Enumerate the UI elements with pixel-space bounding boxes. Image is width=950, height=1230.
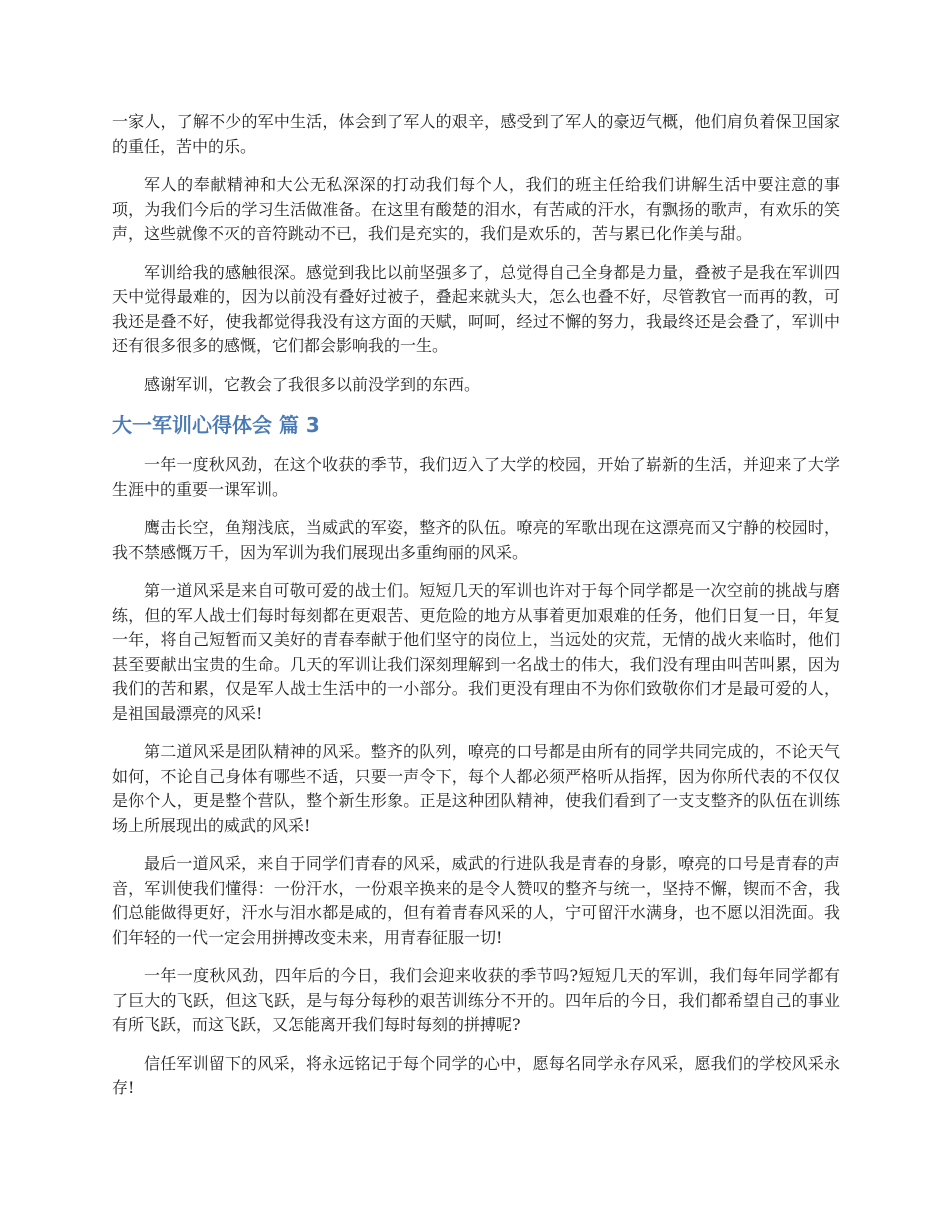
paragraph: 信任军训留下的风采，将永远铭记于每个同学的心中，愿每名同学永存风采，愿我们的学校风采永存!	[112, 1053, 840, 1097]
paragraph: 一年一度秋风劲，四年后的今日，我们会迎来收获的季节吗?短短几天的军训，我们每年同学都有了巨大的飞跃，但这飞跃，是与每分每秒的艰苦训练分不开的。四年后的今日，我们都希望自己的事业有所飞跃，而这飞跃，又怎能离开我们每时每刻的拼搏呢?	[112, 966, 840, 1034]
paragraph: 第二道风采是团队精神的风采。整齐的队列，嘹亮的口号都是由所有的同学共同完成的，不论天气如何，不论自己身体有哪些不适，只要一声令下，每个人都必须严格听从指挥，因为你所代表的不仅仅是你个人，更是整个营队，整个新生形象。正是这种团队精神，使我们看到了一支支整齐的队伍在训练场上所展现出的威武的风采!	[112, 742, 840, 835]
paragraph: 军人的奉献精神和大公无私深深的打动我们每个人，我们的班主任给我们讲解生活中要注意的事项，为我们今后的学习生活做准备。在这里有酸楚的泪水，有苦咸的汗水，有飘扬的歌声，有欢乐的笑声，这些就像不灭的音符跳动不已，我们是充实的，我们是欢乐的，苦与累已化作美与甜。	[112, 175, 840, 243]
paragraph: 一年一度秋风劲，在这个收获的季节，我们迈入了大学的校园，开始了崭新的生活，并迎来了大学生涯中的重要一课军训。	[112, 455, 840, 499]
paragraph: 最后一道风采，来自于同学们青春的风采，威武的行进队我是青春的身影，嘹亮的口号是青春的声音，军训使我们懂得：一份汗水，一份艰辛换来的是令人赞叹的整齐与统一，坚持不懈，锲而不舍，我们总能做得更好，汗水与泪水都是咸的，但有着青春风采的人，宁可留汗水满身，也不愿以泪洗面。我们年轻的一代一定会用拼搏改变未来，用青春征服一切!	[112, 854, 840, 947]
paragraph: 感谢军训，它教会了我很多以前没学到的东西。	[144, 374, 481, 394]
section-heading: 大一军训心得体会 篇 3	[112, 413, 320, 437]
document-page	[112, 110, 840, 1115]
paragraph: 军训给我的感触很深。感觉到我比以前坚强多了，总觉得自己全身都是力量，叠被子是我在军训四天中觉得最难的，因为以前没有叠好过被子，叠起来就头大，怎么也叠不好，尽管教官一而再的教，可我还是叠不好，使我都觉得我没有这方面的天赋，呵呵，经过不懈的努力，我最终还是会叠了，军训中还有很多很多的感慨，它们都会影响我的一生。	[112, 262, 840, 355]
paragraph: 第一道风采是来自可敬可爱的战士们。短短几天的军训也许对于每个同学都是一次空前的挑战与磨练，但的军人战士们每时每刻都在更艰苦、更危险的地方从事着更加艰难的任务，他们日复一日，年复一年，将自己短暂而又美好的青春奉献于他们坚守的岗位上，当远处的灾荒，无情的战火来临时，他们甚至要献出宝贵的生命。几天的军训让我们深刻理解到一名战士的伟大，我们没有理由叫苦叫累，因为我们的苦和累，仅是军人战士生活中的一小部分。我们更没有理由不为你们致敬你们才是最可爱的人，是祖国最漂亮的风采!	[112, 581, 840, 723]
paragraph: 鹰击长空，鱼翔浅底，当威武的军姿，整齐的队伍。嘹亮的军歌出现在这漂亮而又宁静的校园时，我不禁感慨万千，因为军训为我们展现出多重绚丽的风采。	[112, 518, 840, 562]
paragraph: 一家人，了解不少的军中生活，体会到了军人的艰辛，感受到了军人的豪迈气概，他们肩负着保卫国家的重任，苦中的乐。	[112, 112, 840, 156]
